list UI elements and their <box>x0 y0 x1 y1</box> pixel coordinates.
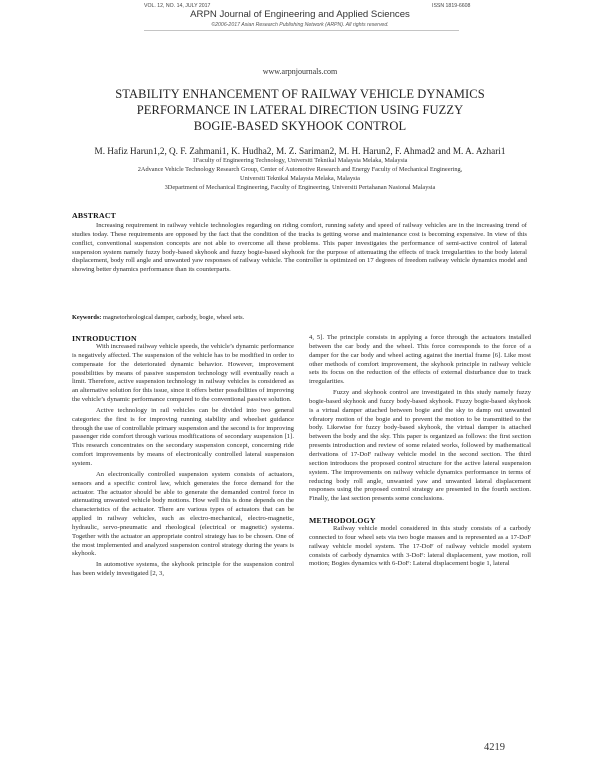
header-issn: ISSN 1819-6608 <box>432 3 471 9</box>
body-paragraph: Fuzzy and skyhook control are investigated in this study namely fuzzy bogie-based skyhook and fuzzy body-based skyhook. Fuzzy bogie-based skyhook is a virtual damper attached between bogie and the sky to damp out unwanted vibratory motion of the bogie and to prevent the motion to be transmitted to the body. Likewise for fuzzy body-based skyhook, the virtual damper is attached between the body and the sky. This paper is organized as follows: the first section presents introduction and review of some related works, followed by mathematical derivations of 17-DoF railway vehicle model in the second section. The third section introduces the proposed control structure for the active lateral suspension system. The improvements on railway vehicle dynamics performance in terms of reducing body roll angle, unwanted yaw and unwanted lateral displacement responses using the proposed control strategy are presented in the fourth section. Finally, the last section presents some conclusions. <box>309 389 531 503</box>
methodology-heading: METHODOLOGY <box>309 516 376 526</box>
intro-paragraph: Active technology in rail vehicles can be divided into two general categories: the first is for improving running stability and wheelset guidance through the use of controllable primary suspension and the second is for improving passenger ride comfort through various modifications of secondary suspension [1]. This research concentrates on the secondary suspension concept, concerning ride comfort improvements by means of electronically controlled lateral suspension system. <box>72 406 294 467</box>
abstract-heading: ABSTRACT <box>72 211 117 220</box>
right-column <box>309 334 531 569</box>
methodology-paragraph: Railway vehicle model considered in this study consists of a carbody connected to four wheel sets via two bogie masses and is represented as a 17-DoF railway vehicle model system. The 17-DoF of railway vehicle model system consists of carbody dynamics with 3-DoF: lateral displacement, yaw motion, roll motion; Bogies dynamics with 6-DoF: Lateral displacement bogie 1, lateral <box>309 525 531 568</box>
author-list: M. Hafiz Harun1,2, Q. F. Zahmani1, K. Hudha2, M. Z. Sariman2, M. H. Harun2, F. Ahmad2 and M. A. Azhari1 <box>94 146 506 156</box>
keywords-label: Keywords: <box>72 314 102 321</box>
title-line: BOGIE-BASED SKYHOOK CONTROL <box>193 119 407 133</box>
affiliation-3: 3Department of Mechanical Engineering, Faculty of Engineering, Universiti Pertahanan Nasional Malaysia <box>164 184 436 191</box>
intro-paragraph: An electronically controlled suspension system consists of actuators, sensors and a specific control law, which generates the force demand for the actuator. The actuator should be able to generate the demanded control force in attenuating unwanted vehicle body motions. How well this is done depends on the characteristics of the actuator. There are various types of actuators that can be applied in railway vehicles, such as electro-mechanical, electro-magnetic, hydraulic, servo-pneumatic and rheological (electrical or magnetic) systems. Together with the actuator an appropriate control strategy has to be chosen. One of the most implemented and analyzed suspension control strategy during the years is skyhook. <box>72 470 294 558</box>
copyright-notice: ©2006-2017 Asian Research Publishing Network (ARPN). All rights reserved. <box>211 22 389 28</box>
affiliation-1: 1Faculty of Engineering Technology, Universiti Teknikal Malaysia Melaka, Malaysia <box>192 157 408 164</box>
intro-paragraph: With increased railway vehicle speeds, the vehicle’s dynamic performance is negatively affected. The suspension of the vehicle has to be modified in order to compensate for the deteriorated dynamic behavior. However, improvement possibilities by means of passive suspension technology will eventually reach a limit. Therefore, active suspension technology in railway vehicles is considered as an alternative solution for this issue, since it offers better possibilities of improving the vehicle’s dynamic performance compared to the conventional passive solution. <box>72 343 294 404</box>
keywords-line <box>72 314 527 321</box>
keywords-text: magnetorheological damper, carbody, bogie, wheel sets. <box>102 314 245 321</box>
affiliation-2: 2Advance Vehicle Technology Research Group, Center of Automotive Research and Energy Faculty of Mechanical Engineering, <box>137 166 463 173</box>
abstract-text: Increasing requirement in railway vehicle technologies regarding on riding comfort, running safety and speed of railway vehicles are in the increasing trend of studies today. These requirements are opposed by the fact that the condition of the tracks is getting worse and maintenance cost is becoming expensive. In view of this conflict, conventional suspension concepts are not able to overcome all these problems. This paper investigates the performance of semi-active control of lateral suspension system namely fuzzy body-based skyhook and fuzzy bogie-based skyhook for the purpose of attenuating the effects of track irregularities to the body lateral displacement, body roll angle and unwanted yaw responses of railway vehicle. The controller is optimized on 17 degrees of freedom railway vehicle dynamics model and showing better dynamics performance than its counterparts. <box>72 222 527 274</box>
left-column <box>72 334 294 579</box>
body-paragraph: 4, 5]. The principle consists in applying a force through the actuators installed between the car body and the wheel. This force corresponds to the force of a damper for the car body and wheel acting against the inertial frame [6]. Like most other methods of comfort improvement, the skyhook principle in railway vehicle sets its focus on the reduction of the effects of external disturbance due to track irregularities. <box>309 334 531 386</box>
header-volume-line: VOL. 12, NO. 14, JULY 2017 <box>144 3 211 9</box>
introduction-heading: INTRODUCTION <box>72 334 137 343</box>
title-line: PERFORMANCE IN LATERAL DIRECTION USING FUZZY <box>136 103 464 117</box>
intro-paragraph: In automotive systems, the skyhook principle for the suspension control has been widely investigated [2, 3, <box>72 561 294 578</box>
header-divider <box>144 30 459 31</box>
journal-url[interactable]: www.arpnjournals.com <box>262 67 338 76</box>
journal-name: ARPN Journal of Engineering and Applied Sciences <box>190 9 410 20</box>
page-number: 4219 <box>484 742 505 753</box>
title-line: STABILITY ENHANCEMENT OF RAILWAY VEHICLE DYNAMICS <box>115 87 485 101</box>
affiliation-2-continued: Universiti Teknikal Malaysia Melaka, Malaysia <box>240 175 360 182</box>
paper-title <box>70 86 530 134</box>
